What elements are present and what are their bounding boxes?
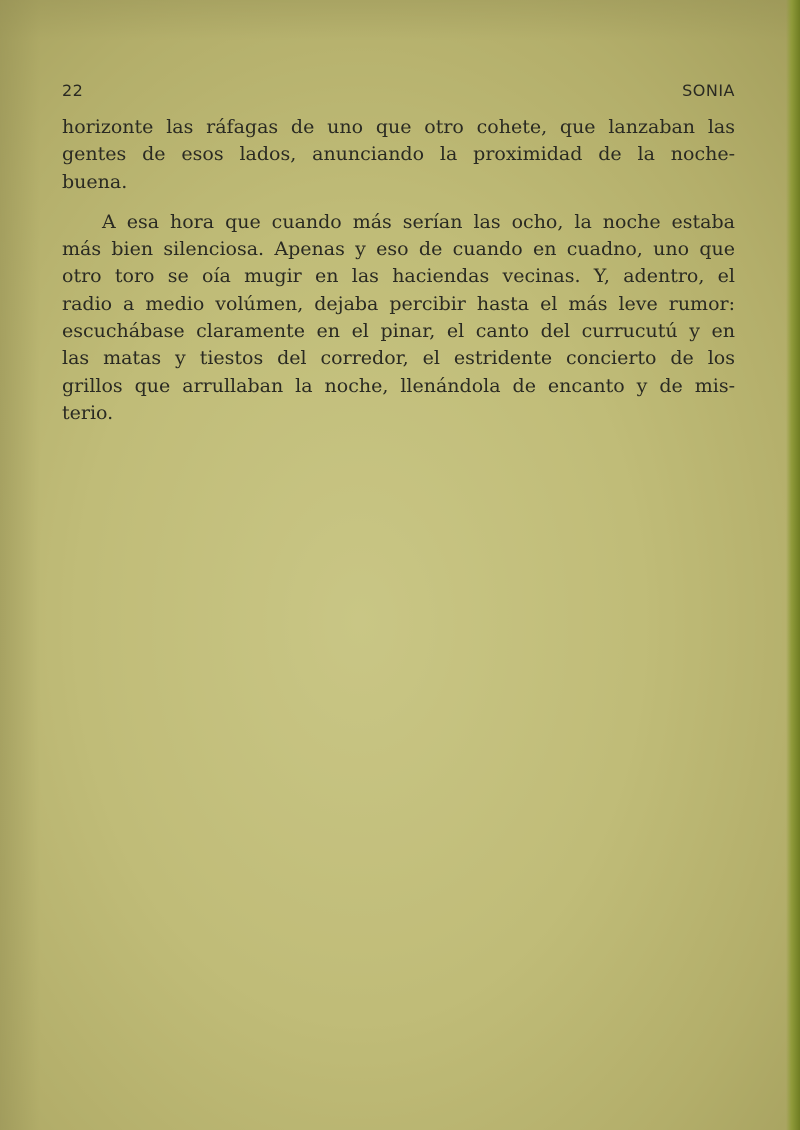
text-line: buena. bbox=[62, 170, 128, 193]
page-edge bbox=[786, 0, 800, 1130]
text-line: grillos que arrullaban la noche, llenándola de encanto y de mis- bbox=[62, 374, 735, 397]
running-head bbox=[62, 81, 735, 105]
page-number: 22 bbox=[62, 81, 84, 100]
paragraph-1 bbox=[62, 114, 735, 196]
paragraph-gap bbox=[62, 196, 735, 209]
text-line: A esa hora que cuando más serían las ocho, la noche estaba bbox=[102, 210, 735, 233]
text-line: las matas y tiestos del corredor, el estridente concierto de los bbox=[62, 347, 735, 370]
text-line: gentes de esos lados, anunciando la proximidad de la noche- bbox=[62, 143, 735, 166]
text-line: horizonte las ráfagas de uno que otro cohete, que lanzaban las bbox=[62, 116, 735, 138]
text-line: otro toro se oía mugir en las haciendas vecinas. Y, adentro, el bbox=[62, 265, 735, 288]
body-text bbox=[62, 114, 735, 427]
text-line: terio. bbox=[62, 401, 114, 424]
paragraph-2 bbox=[62, 209, 735, 427]
page-top-shade bbox=[0, 0, 800, 40]
page-left-shade bbox=[0, 0, 40, 1130]
text-line: más bien silenciosa. Apenas y eso de cuando en cuadno, uno que bbox=[62, 238, 735, 261]
chapter-title: SONIA bbox=[682, 81, 735, 100]
text-line: escuchábase claramente en el pinar, el canto del currucutú y en bbox=[62, 320, 735, 343]
text-line: radio a medio volúmen, dejaba percibir hasta el más leve rumor: bbox=[62, 292, 735, 315]
